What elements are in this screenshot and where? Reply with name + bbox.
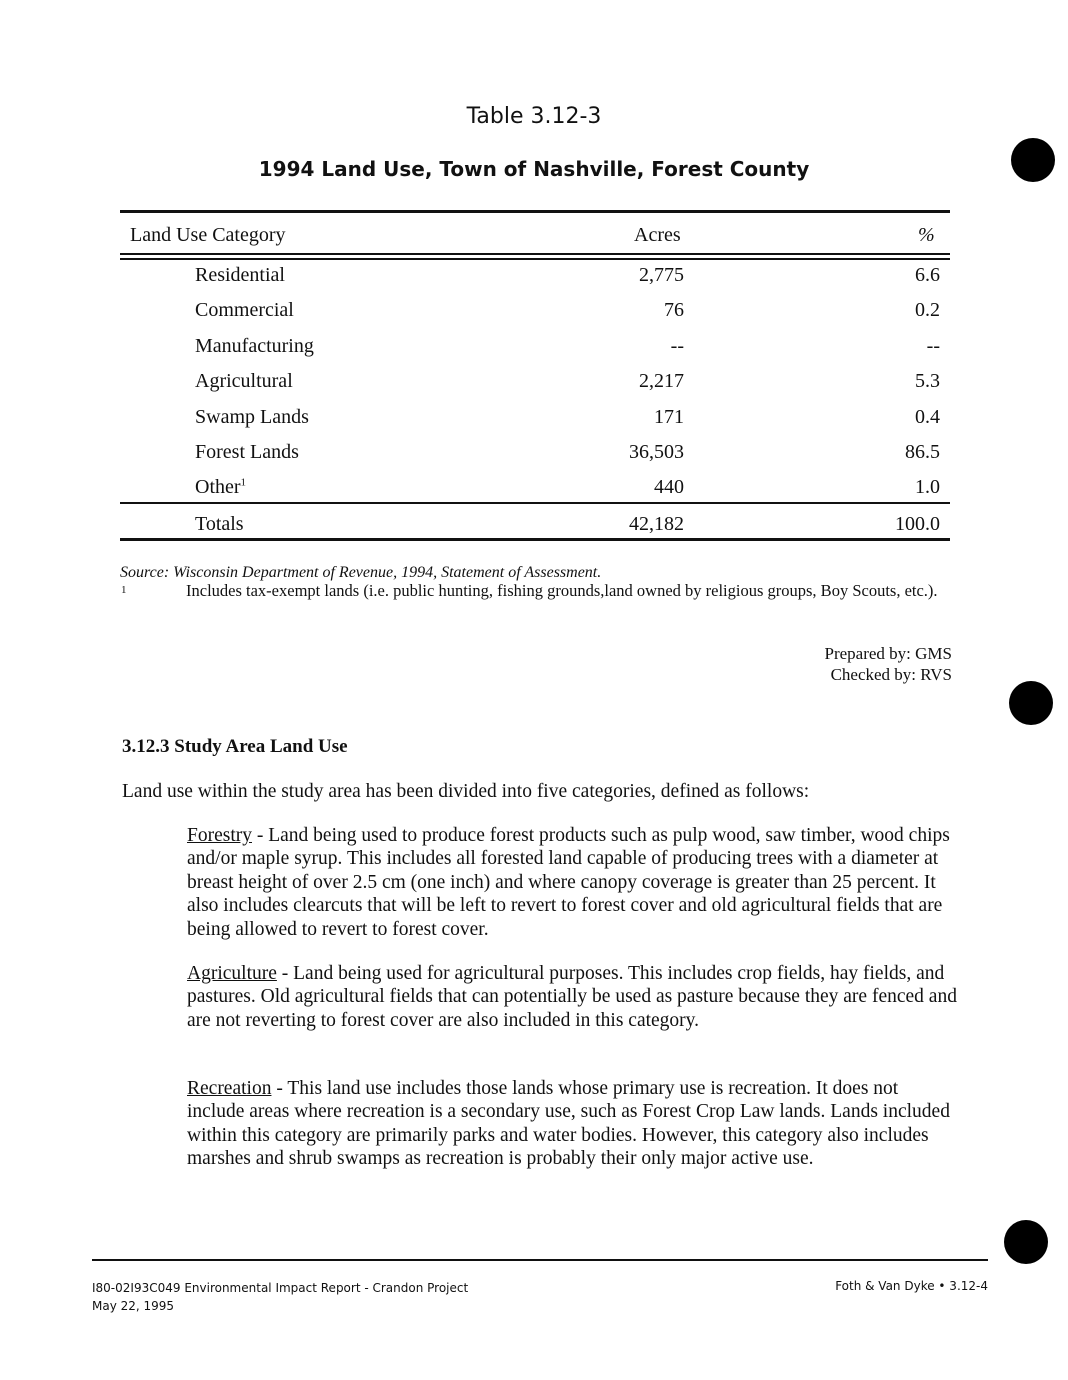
definition-text: - Land being used for agricultural purposes. This includes crop fields, hay fields, and pastures. Old agricultural fields that can potentially be used as pasture because they are fenced and are not reverting to forest cover are also included in this category. — [187, 963, 957, 1031]
table-row — [0, 335, 1068, 369]
header-acres: Acres — [634, 224, 681, 246]
footer-date: May 22, 1995 — [92, 1299, 175, 1313]
definition-recreation — [187, 1077, 957, 1171]
cell-acres: 171 — [654, 406, 684, 428]
cell-acres: 76 — [664, 299, 684, 321]
cell-category: Agricultural — [195, 370, 293, 392]
table-row — [0, 299, 1068, 333]
footer-doc-id: I80-02I93C049 Environmental Impact Report - Crandon Project — [92, 1281, 469, 1295]
totals-label: Totals — [195, 513, 244, 535]
cell-category — [195, 476, 246, 499]
cell-percent: 0.4 — [915, 406, 940, 428]
definition-term: Agriculture — [187, 963, 277, 984]
checked-by: Checked by: RVS — [830, 665, 952, 684]
cell-category: Forest Lands — [195, 441, 299, 463]
cell-percent: 6.6 — [915, 264, 940, 286]
section-intro: Land use within the study area has been divided into five categories, defined as follows: — [122, 781, 810, 802]
cell-acres: 36,503 — [629, 441, 684, 463]
cell-acres: -- — [670, 335, 684, 357]
totals-percent: 100.0 — [895, 513, 940, 535]
table-bottom-rule — [120, 538, 950, 541]
footnote-marker: 1 — [240, 476, 247, 489]
category-text: Other — [195, 476, 241, 498]
definition-agriculture — [187, 962, 957, 1032]
totals-acres: 42,182 — [629, 513, 684, 535]
cell-percent: 5.3 — [915, 370, 940, 392]
table-title: Table 3.12-3 — [466, 104, 602, 129]
footnote-text: Includes tax-exempt lands (i.e. public hunting, fishing grounds,land owned by religious groups, Boy Scouts, etc.). — [186, 581, 938, 600]
table-row — [0, 476, 1068, 510]
cell-acres: 2,217 — [639, 370, 684, 392]
table-row — [0, 441, 1068, 475]
header-rule-1 — [120, 253, 950, 255]
cell-category: Commercial — [195, 299, 294, 321]
table-row — [0, 370, 1068, 404]
definition-text: - Land being used to produce forest products such as pulp wood, saw timber, wood chips and/or maple syrup. This includes all forested land capable of producing trees with a diameter at breast height of over 2.5 cm (one inch) and where canopy coverage is greater than 25 percent. It also includes clearcuts that will be left to revert to forest cover and old agricultural fields that are being allowed to revert to forest cover. — [187, 825, 950, 940]
cell-acres: 440 — [654, 476, 684, 498]
definition-term: Forestry — [187, 825, 252, 846]
totals-row — [0, 513, 1068, 547]
cell-category: Residential — [195, 264, 285, 286]
totals-rule — [120, 502, 950, 504]
footnote-marker: 1 — [121, 584, 127, 596]
prepared-by: Prepared by: GMS — [824, 644, 952, 663]
margin-bullet-dot — [1011, 138, 1055, 182]
cell-percent: -- — [926, 335, 940, 357]
definition-forestry — [187, 824, 957, 941]
footer-left — [92, 1279, 468, 1315]
footer-rule — [92, 1259, 988, 1261]
cell-category: Manufacturing — [195, 335, 314, 357]
table-row — [0, 406, 1068, 440]
table-top-rule — [120, 210, 950, 213]
margin-bullet-dot — [1009, 681, 1053, 725]
cell-category: Swamp Lands — [195, 406, 309, 428]
cell-percent: 86.5 — [905, 441, 940, 463]
source-note: Source: Wisconsin Department of Revenue, 1994, Statement of Assessment. — [120, 564, 602, 581]
footer-page-number: Foth & Van Dyke • 3.12-4 — [835, 1279, 988, 1293]
cell-acres: 2,775 — [639, 264, 684, 286]
header-percent: % — [918, 224, 935, 246]
table-row — [0, 264, 1068, 298]
header-category: Land Use Category — [130, 224, 286, 246]
margin-bullet-dot — [1004, 1220, 1048, 1264]
cell-percent: 0.2 — [915, 299, 940, 321]
definition-text: - This land use includes those lands whose primary use is recreation. It does not include areas where recreation is a secondary use, such as Forest Crop Law lands. Lands included within this category are primarily parks and water bodies. However, this category also includes marshes and shrub swamps as recreation is probably their only major active use. — [187, 1078, 950, 1170]
header-rule-2 — [120, 258, 950, 260]
cell-percent: 1.0 — [915, 476, 940, 498]
section-heading: 3.12.3 Study Area Land Use — [122, 736, 348, 757]
table-subtitle: 1994 Land Use, Town of Nashville, Forest County — [258, 157, 810, 181]
definition-term: Recreation — [187, 1078, 272, 1099]
